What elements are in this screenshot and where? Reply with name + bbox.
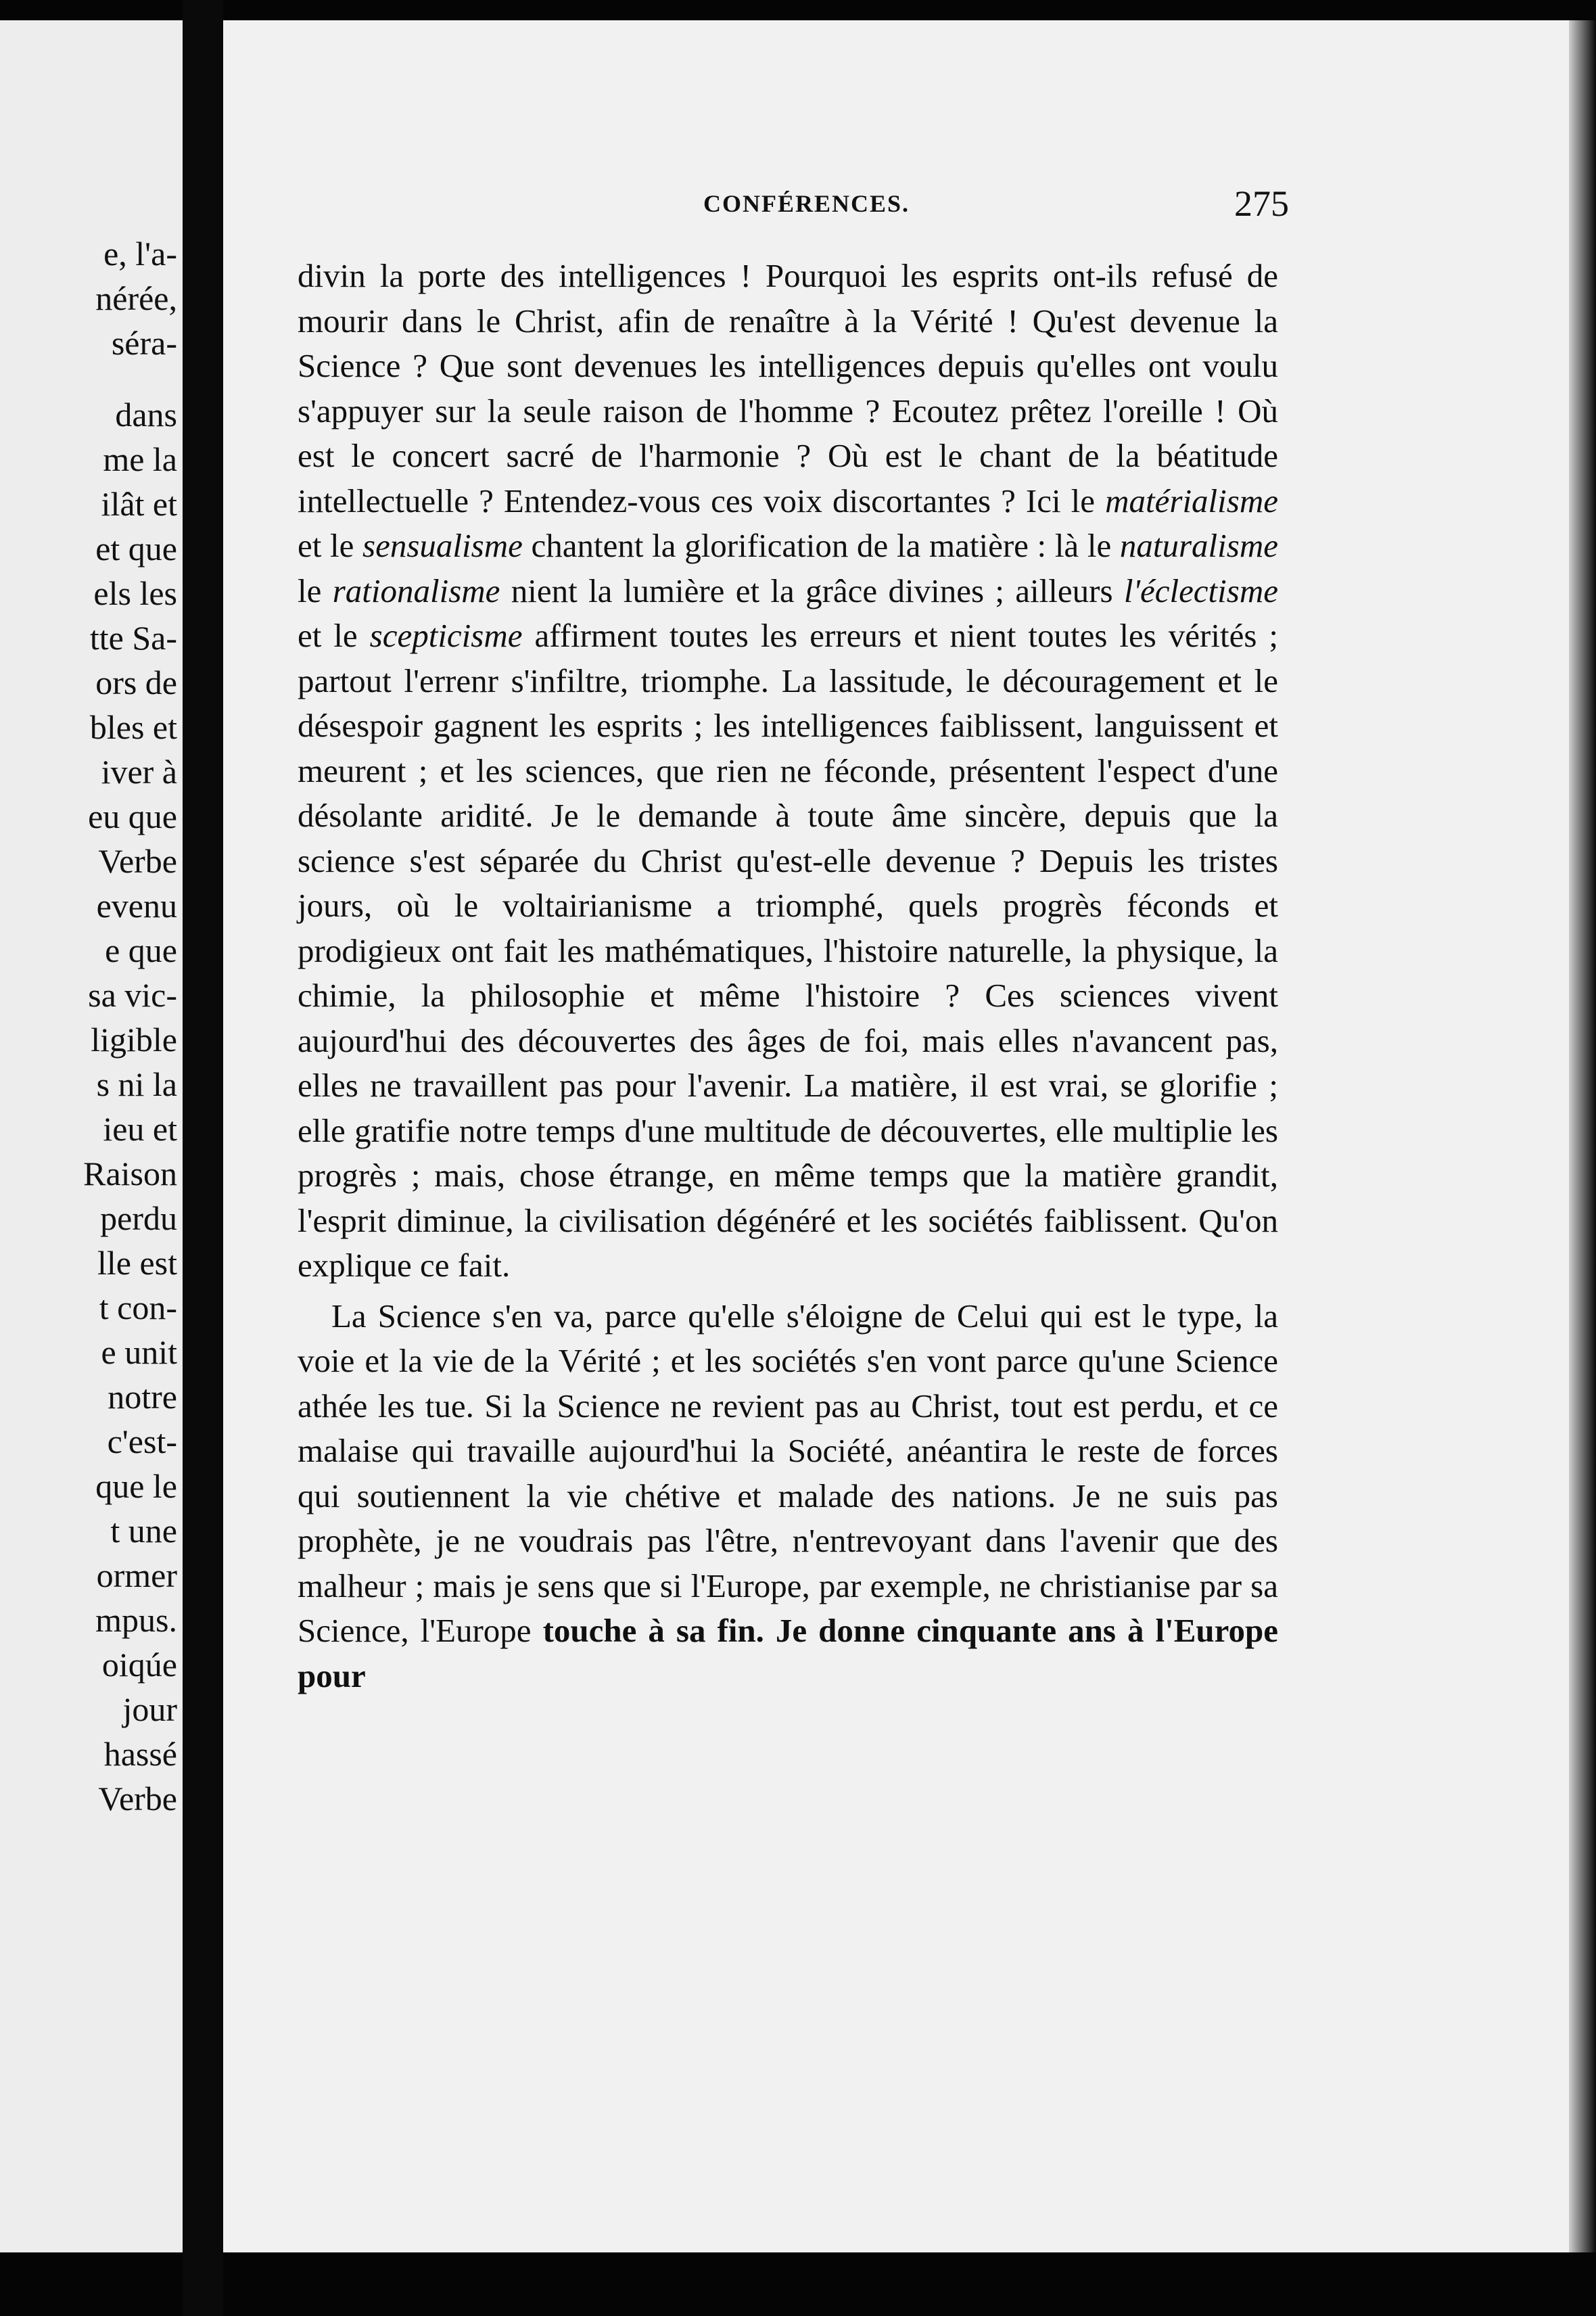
previous-page-line: ieu et bbox=[103, 1110, 177, 1148]
body-text bbox=[298, 254, 1278, 1698]
previous-page-line: mpus. bbox=[95, 1601, 177, 1639]
running-head bbox=[223, 183, 1569, 237]
italic-term: naturalisme bbox=[1119, 527, 1278, 564]
italic-term: matérialisme bbox=[1105, 482, 1278, 519]
previous-page-fragment bbox=[0, 20, 183, 2252]
page-number: 275 bbox=[1234, 183, 1289, 224]
running-title: CONFÉRENCES. bbox=[703, 190, 910, 217]
previous-page-line: iver à bbox=[101, 753, 177, 791]
text-run: le bbox=[298, 572, 333, 609]
previous-page-line: me la bbox=[103, 440, 177, 478]
previous-page-line: nérée, bbox=[95, 279, 177, 317]
previous-page-line: bles et bbox=[89, 708, 177, 746]
italic-term: scepticisme bbox=[369, 617, 523, 654]
previous-page-line: que le bbox=[95, 1467, 177, 1505]
previous-page-line: ors de bbox=[95, 664, 177, 701]
paragraph-1 bbox=[298, 254, 1278, 1289]
previous-page-line: Verbe bbox=[98, 1780, 177, 1817]
previous-page-line: hassé bbox=[103, 1735, 177, 1773]
previous-page-line: c'est- bbox=[107, 1422, 177, 1460]
previous-page-line: evenu bbox=[96, 887, 177, 925]
previous-page-line: e, l'a- bbox=[103, 235, 177, 273]
text-run: chantent la glorification de la matière : là le bbox=[522, 527, 1120, 564]
italic-term: sensualisme bbox=[362, 527, 523, 564]
previous-page-line: els les bbox=[93, 574, 177, 612]
previous-page-line: s ni la bbox=[96, 1065, 177, 1103]
previous-page-line: tte Sa- bbox=[89, 619, 177, 657]
text-run: affirment toutes les erreurs et nient toutes les vérités ; partout l'errenr s'infiltre, triomphe. La lassitude, le découragement et le désespoir gagnent les esprits ; les intelligences faiblissent, languissent et meurent ; et les sciences, que rien ne féconde, présentent l'espect d'une désolante aridité. Je le demande à toute âme sincère, depuis que la science s'est séparée du Christ qu'est-elle devenue ? Depuis les tristes jours, où le voltairianisme a triomphé, quels progrès féconds et prodigieux ont fait les mathématiques, l'histoire naturelle, la physique, la chimie, la philosophie et même l'histoire ? Ces sciences vivent aujourd'hui des découvertes des âges de foi, mais elles n'avancent pas, elles ne travaillent pas pour l'avenir. La matière, il est vrai, se glorifie ; elle gratifie notre temps d'une multitude de découvertes, elle multiplie les progrès ; mais, chose étrange, en même temps que la matière grandit, l'esprit diminue, la civilisation dégénéré et les sociétés faiblissent. Qu'on explique ce fait. bbox=[298, 617, 1278, 1284]
previous-page-line: jour bbox=[122, 1690, 177, 1728]
italic-term: rationalisme bbox=[332, 572, 500, 609]
previous-page-line: Verbe bbox=[98, 842, 177, 880]
previous-page-line: t con- bbox=[99, 1289, 177, 1326]
text-run: nient la lumière et la grâce divines ; ailleurs bbox=[500, 572, 1124, 609]
text-run: divin la porte des intelligences ! Pourquoi les esprits ont-ils refusé de mourir dans le Christ, afin de renaître à la Vérité ! Qu'est devenue la Science ? Que sont devenues les intelligences depuis qu'elles ont voulu s'appuyer sur la seule raison de l'homme ? Ecoutez prêtez l'oreille ! Où est le concert sacré de l'harmonie ? Où est le chant de la béatitude intellectuelle ? Entendez-vous ces voix discortantes ? Ici le bbox=[298, 257, 1278, 519]
final-line: touche à sa fin. Je donne cinquante ans à l'Europe pour bbox=[298, 1612, 1278, 1694]
previous-page-line: e unit bbox=[101, 1333, 177, 1371]
previous-page-line: ilât et bbox=[101, 485, 177, 523]
previous-page-line: t une bbox=[110, 1512, 177, 1550]
previous-page-line: notre bbox=[108, 1378, 177, 1416]
previous-page-line: lle est bbox=[97, 1244, 177, 1282]
previous-page-line: ligible bbox=[91, 1021, 177, 1059]
previous-page-line: et que bbox=[95, 530, 177, 568]
main-page bbox=[223, 20, 1569, 2252]
previous-page-line: séra- bbox=[111, 324, 177, 362]
previous-page-line: perdu bbox=[100, 1199, 177, 1237]
book-gutter bbox=[183, 0, 223, 2316]
previous-page-line: e que bbox=[105, 931, 177, 969]
previous-page-line: sa vic- bbox=[88, 976, 177, 1014]
italic-term: l'éclectisme bbox=[1123, 572, 1278, 609]
previous-page-line: eu que bbox=[88, 797, 177, 835]
text-run: La Science s'en va, parce qu'elle s'éloigne de Celui qui est le type, la voie et la vie de la Vérité ; et les sociétés s'en vont parce qu'une Science athée les tue. Si la Science ne revient pas au Christ, tout est perdu, et ce malaise qui travaille aujourd'hui la Société, anéantira le reste de forces qui soutiennent la vie chétive et malade des nations. Je ne suis pas prophète, je ne voudrais pas l'être, n'entrevoyant dans l'avenir que des malheur ; mais je sens que si l'Europe, par exemple, ne christianise par sa Science, l'Europe bbox=[298, 1297, 1278, 1649]
previous-page-line: dans bbox=[115, 396, 177, 434]
previous-page-line: ormer bbox=[96, 1556, 177, 1594]
previous-page-line: oiqúe bbox=[101, 1646, 177, 1684]
paragraph-2 bbox=[298, 1294, 1278, 1699]
page-edge-shadow bbox=[1569, 20, 1596, 2252]
text-run: et le bbox=[298, 617, 370, 654]
previous-page-line: Raison bbox=[83, 1155, 177, 1192]
text-run: et le bbox=[298, 527, 363, 564]
